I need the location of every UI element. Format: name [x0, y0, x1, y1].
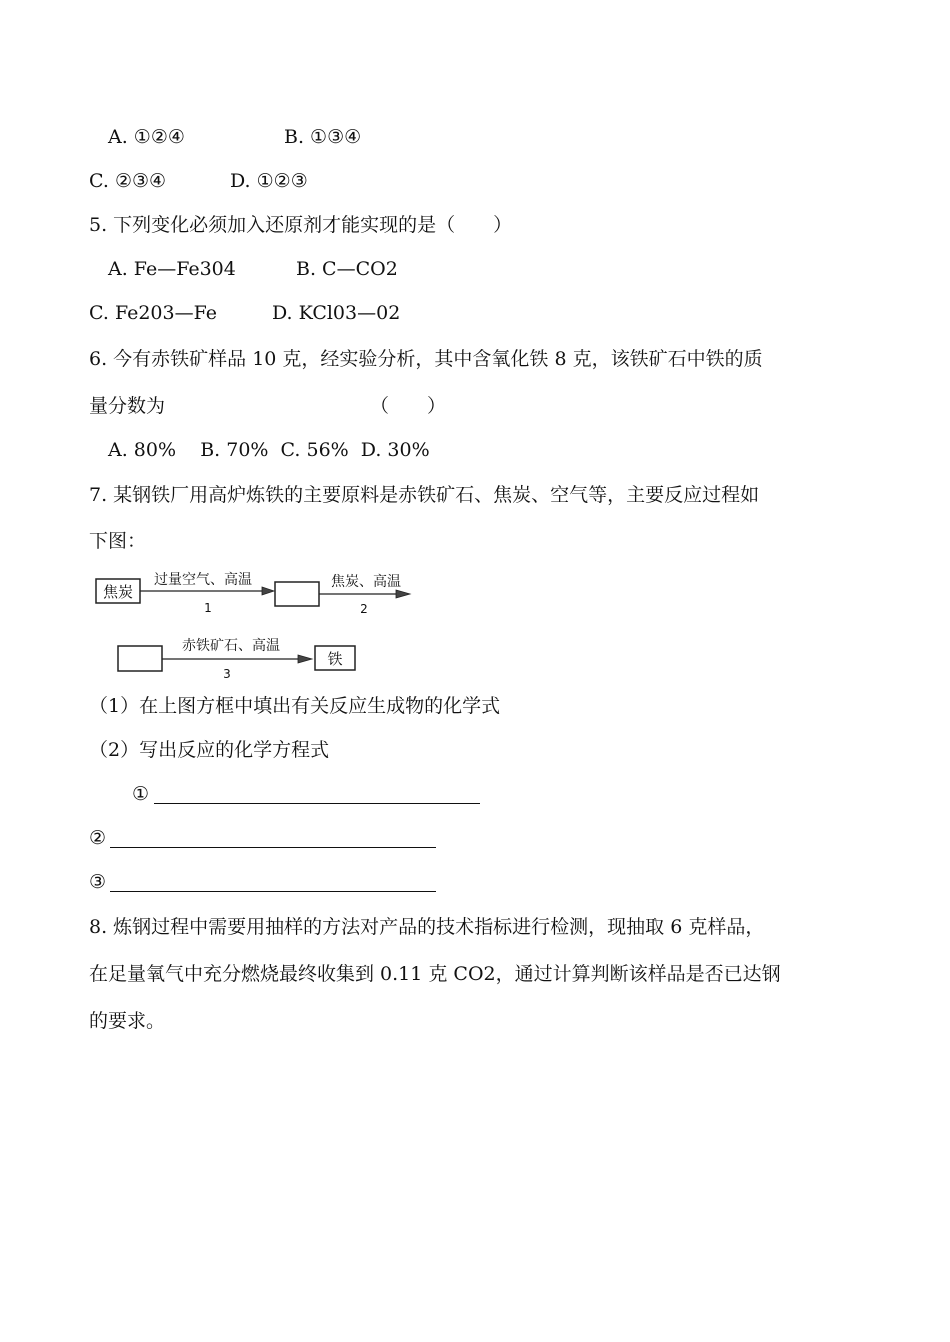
q5-stem: 5. 下列变化必须加入还原剂才能实现的是（ ） [89, 214, 513, 236]
q5-option-a: A. Fe—Fe304 [108, 258, 236, 280]
arrow-3-head [298, 655, 312, 663]
q8-line1: 8. 炼钢过程中需要用抽样的方法对产品的技术指标进行检测，现抽取 6 克样品， [89, 916, 765, 938]
arrow-2-label: 焦炭、高温 [331, 574, 401, 590]
q5-option-b: B. C—CO2 [296, 258, 398, 280]
blast-furnace-process-diagram [0, 565, 450, 680]
q7-equation-3-marker: ③ [89, 871, 107, 893]
q6-answer-bracket: （ ） [370, 395, 447, 417]
q7-equation-3-blank[interactable] [110, 891, 436, 892]
arrow-1-number: 1 [204, 601, 212, 615]
arrow-2-number: 2 [360, 602, 368, 616]
q5-option-c: C. Fe203—Fe [89, 302, 217, 324]
arrow-2-head [396, 590, 410, 598]
q4-option-a: A. ①②④ [108, 126, 185, 148]
arrow-1-label: 过量空气、高温 [154, 572, 252, 588]
q4-option-b: B. ①③④ [284, 126, 362, 148]
box-product-1 [275, 582, 319, 606]
q6-stem-line1: 6. 今有赤铁矿样品 10 克，经实验分析，其中含氧化铁 8 克，该铁矿石中铁的质 [89, 348, 763, 370]
q7-equation-1-marker: ① [132, 783, 150, 805]
q7-equation-1-blank[interactable] [154, 803, 480, 804]
q7-stem-line2: 下图： [89, 530, 147, 552]
q8-line2: 在足量氧气中充分燃烧最终收集到 0.11 克 CO2，通过计算判断该样品是否已达钢 [89, 963, 781, 985]
q7-sub-question-2: （2）写出反应的化学方程式 [89, 739, 330, 761]
q7-stem-line1: 7. 某钢铁厂用高炉炼铁的主要原料是赤铁矿石、焦炭、空气等，主要反应过程如 [89, 484, 760, 506]
q7-equation-2-blank[interactable] [110, 847, 436, 848]
q5-option-d: D. KCl03—02 [272, 302, 401, 324]
q7-equation-2-marker: ② [89, 827, 107, 849]
box-iron-label: 铁 [327, 650, 343, 668]
q4-option-d: D. ①②③ [230, 170, 308, 192]
arrow-3-label: 赤铁矿石、高温 [182, 638, 280, 654]
box-coke-label: 焦炭 [102, 583, 134, 601]
q4-option-c: C. ②③④ [89, 170, 167, 192]
q7-sub-question-1: （1）在上图方框中填出有关反应生成物的化学式 [89, 695, 501, 717]
arrow-3-number: 3 [223, 667, 231, 680]
q8-line3: 的要求。 [89, 1010, 166, 1032]
arrow-1-head [262, 587, 274, 595]
box-product-2 [118, 646, 162, 671]
q6-stem-line2: 量分数为 [89, 395, 166, 417]
q6-options: A. 80% B. 70% C. 56% D. 30% [108, 439, 430, 461]
